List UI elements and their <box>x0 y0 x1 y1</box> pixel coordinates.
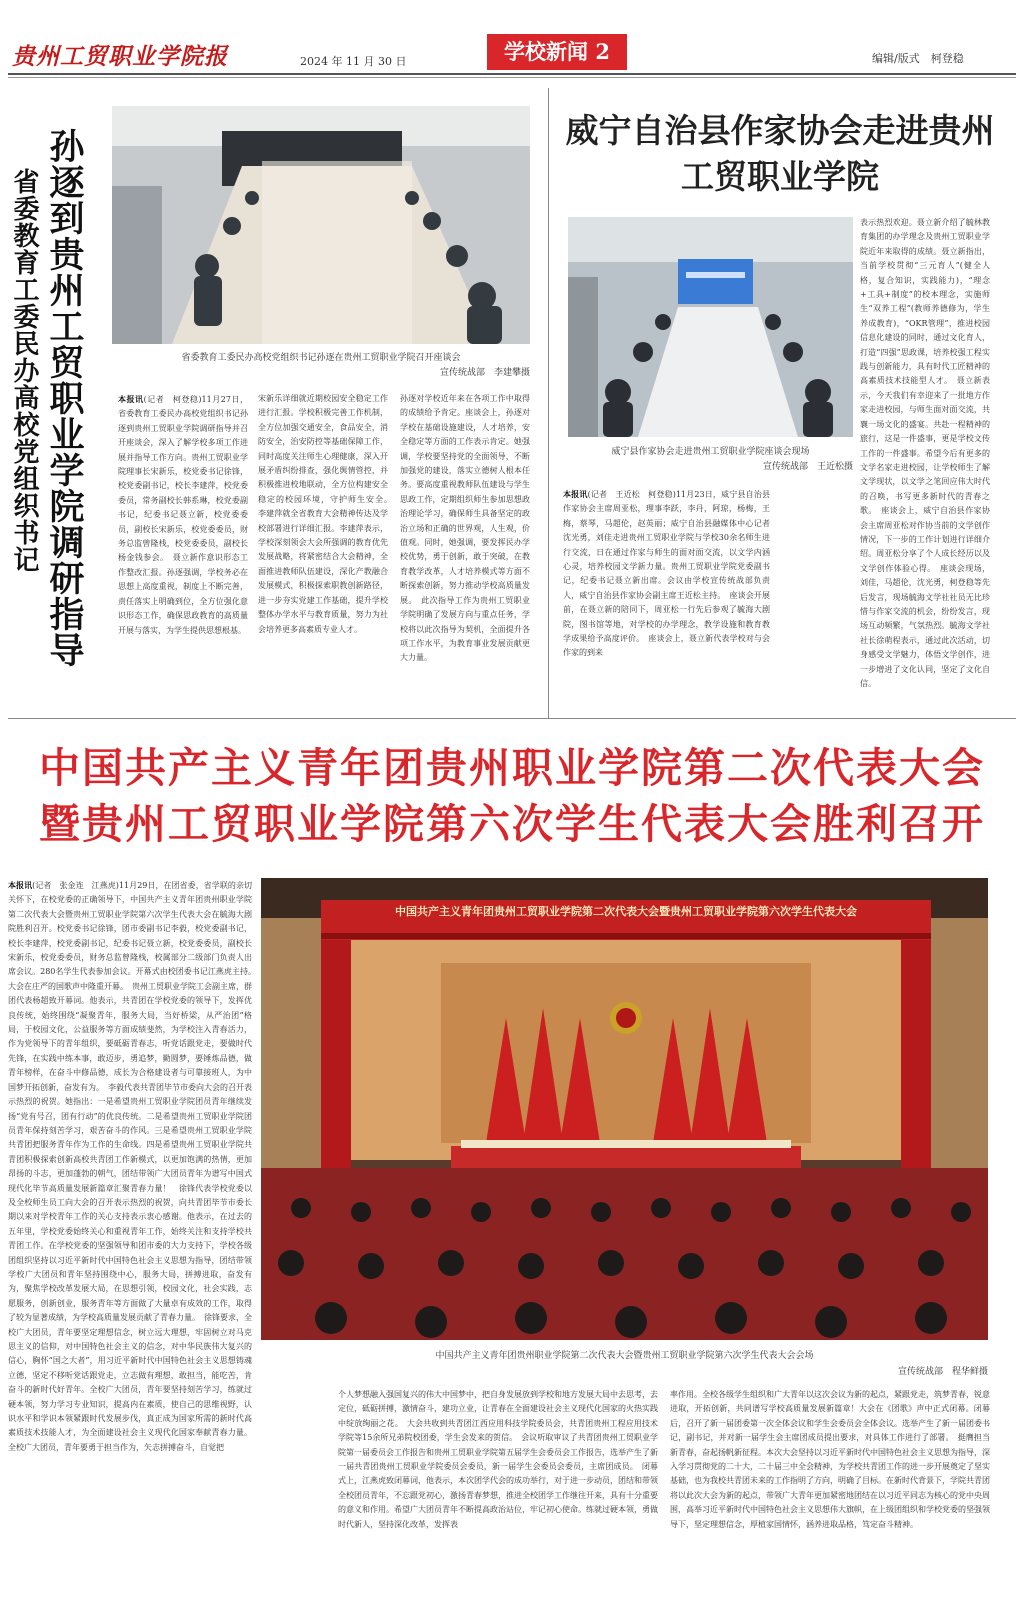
story2-column-2a: 表示热烈欢迎。聂立新介绍了毓林教育集团的办学理念及贵州工贸职业学院近年来取得的成绩。聂立新指出，当前学校贯彻“三元育人”(健全人格，复合知识，实践能力)，“理念+工具+制度”的校本理念，实施师生“双养工程”(教师养德修为，学生养成教育)，“OKR管理”，推进校园信息化建设的同时，通过文化育人，打造“四强”思政课，培养校强工程实践与创新能力，具有时代工匠精神的高素质技术技能型人才。 聂立新表示，今天我们有幸迎来了一批地方作家走进校园，与师生面对面交流，共襄一场文化的盛宴。共赴一程精神的旅行，这是一件盛事，更是学校文传工作的一件盛事。希望今后有更多的文学名家走进校园，让学校师生了解文学现状，以文学之笔回应伟大时代的召唤，书写更多新时代的青春之歌。 座谈会上，威宁自治县作家协会主席周亚松对作协当前的文学创作情况，下一步的工作计划进行详细介绍。周亚松分享了个人成长经历以及文学创作体验心得。 座谈会现场，刘佳，马超伦，沈光勇，柯登稳等先后发言，现场毓海文学社社员无比珍惜与作家交流的机会，纷纷发言，现场互动频繁，气氛热烈。毓海文学社社长徐萌程表示，通过此次活动，切身感受文学魅力，体悟文学创作，进一步增进了文化认同，坚定了文化自信。 <box>860 218 990 688</box>
story2-column-2b <box>780 498 990 688</box>
hall-banner-text: 中国共产主义青年团贵州工贸职业学院第二次代表大会暨贵州工贸职业学院第六次学生代表大会 <box>395 905 857 918</box>
story3-col1-text: (记者 张金连 江燕虎)11月29日，在团省委，省学联的亲切关怀下，在校党委的正确领导下，中国共产主义青年团贵州职业学院第二次代表大会暨贵州工贸职业学院第六次学生代表大会在毓海大剧院胜利召开。校党委书记徐锋，团市委副书记李毅，校党委副书记，校长李建萍，校党委副书记，纪委书记聂立新，校党委委员，副校长宋新乐，校党委委员，财务总监曾隆栈，校属部分二级部门负责人出席会议。280名学生代表参加会议。开幕式由校团委书记江燕虎主持。 大会在庄严的国歌声中隆重开幕。 贵州工贸职业学院工会副主席，群团代表杨超致开幕词。他表示，共青团在学校党委的领导下，发挥优良传统，始终围绕“凝聚青年，服务大局，当好桥梁，从严治团”格局，于校园文化，公益服务等方面成绩斐然，为学校注入青春活力，作为党领导下的青年组织，要砥砺青春志，听党话跟党走，要做时代先锋，在实践中练本事，敢迈步，勇追梦，勤圆梦，要锤炼品德，做青年榜样，在奋斗中修品德，成长为合格建设者与可靠接班人，为中国梦开拓创新，奋发有为。 李毅代表共青团毕节市委向大会的召开表示热烈的祝贺。她指出：一是希望贵州工贸职业学院团员青年继续发扬“党有号召，团有行动”的优良传统。二是希望贵州工贸职业学院团员青年保持刻苦学习，艰苦奋斗的作风。三是希望贵州工贸职业学院共青团把服务青年作为工作的生命线。四是希望贵州工贸职业学院共青团积极探索创新高校共青团工作新模式，以更加饱满的热情，更加昂扬的斗志，更加蓬勃的朝气，团结带领广大团员青年为谱写中国式现代化毕节高质量发展新篇章汇聚青春力量！ 徐锋代表学校党委以及全校师生员工向大会的召开表示热烈的祝贺，向共青团毕节市委长期以来对学校青年工作的关心支持表示衷心感谢。他表示，在过去的五年里，学校党委始终关心和重视青年工作，始终关注和支持学校共青团工作。在学校党委的坚强领导和团市委的大力支持下，学校各级团组织坚持以习近平新时代中国特色社会主义思想为指导，团结带领学校广大团员和青年坚持围绕中心，服务大局，拼搏进取，奋发有为，聚焦学校改革发展大局，在思想引领，校园文化，社会实践，志愿服务，创新创业，服务青年等方面做了大量卓有成效的工作，取得了较为显著成绩，为学校高质量发展贡献了青春力量。 徐锋要求，全校广大团员，青年要坚定理想信念，树立远大理想，牢固树立对马克思主义的信仰，对中国特色社会主义的信念，对中华民族伟大复兴的信心，胸怀“国之大者”，用习近平新时代中国特色社会主义思想铸魂立德，坚定不移听党话跟党走，立志做有理想，敢担当，能吃苦，肯奋斗的新时代好青年。全校广大团员，青年要坚持刻苦学习，练就过硬本领，努力学习专业知识，提高内在素质，使自己的思维视野，认识水平和学识本领紧跟时代发展步伐，真正成为国家所需的新时代高素质技术技能人才，为全面建设社会主义现代化国家奉献青春力量。全校广大团员，青年要勇于担当作为，矢志拼搏奋斗，自觉把 <box>8 881 260 1452</box>
story3-byline: 本报讯 <box>8 880 33 890</box>
story3-column-2: 个人梦想融入强国复兴的伟大中国梦中，把自身发展放到学校和地方发展大局中去思考，去定位，砥砺拼搏，激情奋斗，建功立业，让青春在全面建设社会主义现代化国家的火热实践中绽放绚丽之花。 大会共收到共青团江西应用科技学院委员会，共青团贵州工程应用技术学院等15余所兄弟院校团委，学生会发来的贺信。 会议听取审议了共青团贵州工贸职业学院第一届委员会工作报告和贵州工贸职业学院第五届学生会委员会工作报告，选举产生了新一届共青团贵州工贸职业学院委员会委员，新一届学生会委员会委员，主席团成员。 闭幕式上，江燕虎致闭幕词，他表示，本次团学代会的成功举行，对于进一步动员，团结和带领全校团员青年，不忘跟党初心，激扬青春梦想，推进全校团学工作继往开来，具有十分重要的意义和作用。希望广大团员青年不断提高政治站位，牢记初心使命。练就过硬本领，勇做时代新人，坚持深化改革，发挥表 <box>338 1390 658 1529</box>
story3-photo <box>261 878 988 1340</box>
story3-credit: 宣传统战部 程华鲜摄 <box>897 1367 988 1377</box>
story1-byline: 本报讯 <box>118 394 144 404</box>
story2-photo <box>568 217 853 437</box>
section-badge: 学校新闻 2 <box>487 34 627 70</box>
masthead-rule-thin <box>8 77 1016 78</box>
story3-column-3: 率作用。全校各级学生组织和广大青年以这次会议为新的起点，紧跟党走，筑梦青春，锐意进取，开拓创新，共同谱写学校高质量发展新篇章！大会在《团歌》声中正式闭幕。闭幕后，召开了新一届团委第一次全体会议和学生会委员会全体会议。选举产生了新一届团委书记，副书记，并对新一届学生会主席团成员提出要求，对具体工作进行了部署。 挺膺担当新青春，奋起扬帆新征程。本次大会坚持以习近平新时代中国特色社会主义思想为指导，深入学习贯彻党的二十大，二十届三中全会精神，为学校共青团工作的进一步开展奠定了坚实基础，也为我校共青团未来的工作指明了方向，明确了目标。在新时代背景下，学院共青团将以此次大会为新的起点，带领广大青年更加紧密地团结在以习近平同志为核心的党中央周围，高举习近平新时代中国特色社会主义思想伟大旗帜，在上级团组织和学校党委的坚强领导下，坚定理想信念，厚植家国情怀，涵养进取品格，笃定奋斗精神。 <box>670 1390 990 1529</box>
story1-col1-text: (记者 柯登稳)11月27日，省委教育工委民办高校党组织书记孙逐到贵州工贸职业学院调研指导并召开座谈会，深入了解学校多项工作进展并指导工作方向。贵州工贸职业学院理事长宋新乐，校党委书记徐锋，校党委副书记，校长李建萍，校党委委员，常务副校长韩系琳，校党委副书记，纪委书记聂立新，校党委委员，副校长宋新乐，校党委委员，财务总监曾隆栈，校党委委员，副校长杨金钱参会。 聂立新作意识形态工作整改汇报。孙逐强调，学校务必在思想上高度重视，制度上不断完善，责任落实上明确到位，全方位强化意识形态工作，确保思政教育的高质量开展与落实，为学生提供思想根基。 <box>118 395 249 635</box>
story1-photo <box>112 106 530 344</box>
newspaper-name: 贵州工贸职业学院报 <box>12 43 228 70</box>
story1-credit: 宣传统战部 李建攀摄 <box>439 368 530 378</box>
story1-title: 孙逐到贵州工贸职业学院调研指导 <box>44 128 84 668</box>
story1-caption: 省委教育工委民办高校党组织书记孙逐在贵州工贸职业学院召开座谈会 <box>181 353 461 363</box>
story3-title-line2: 暨贵州工贸职业学院第六次学生代表大会胜利召开 <box>39 800 985 848</box>
story2-byline: 本报讯 <box>563 489 588 499</box>
story2-caption: 威宁县作家协会走进贵州工贸职业学院座谈会现场 <box>611 447 810 457</box>
writers-meeting-photo <box>568 217 853 437</box>
masthead-rule <box>8 73 1016 75</box>
issue-date: 2024 年 11 月 30 日 <box>300 55 407 68</box>
story3-caption: 中国共产主义青年团贵州职业学院第二次代表大会暨贵州工贸职业学院第六次学生代表大会会场 <box>435 1351 814 1361</box>
congress-hall-photo <box>261 878 988 1340</box>
column-divider <box>548 88 549 718</box>
editor-credit: 编辑/版式 柯登稳 <box>872 52 964 65</box>
story2-column-1 <box>563 487 770 683</box>
section-divider <box>8 718 1016 719</box>
meeting-room-photo <box>112 106 530 344</box>
story1-column-3: 孙逐对学校近年来在各项工作中取得的成绩给予肯定。座谈会上，孙逐对学校在基础设施建设，人才培养，安全稳定等方面的工作表示肯定。她强调，学校要坚持党的全面领导，不断加强党的建设，落实立德树人根本任务。要高度重视教师队伍建设与学生思政工作，定期组织师生参加思想政治理论学习，确保师生具备坚定的政治立场和正确的世界观，人生观，价值观。同时，她强调，要发挥民办学校优势，勇于创新，敢于突破，在教育教学改革，人才培养模式等方面不断探索创新，努力推动学校高质量发展。 此次指导工作为贵州工贸职业学院明确了发展方向与重点任务，学校将以此次指导为契机，全面提升各项工作水平，为教育事业发展贡献更大力量。 <box>400 394 530 663</box>
story2-credit: 宣传统战部 王近松摄 <box>762 462 853 472</box>
story3-column-1 <box>8 878 260 1452</box>
story3-title-line1: 中国共产主义青年团贵州职业学院第二次代表大会 <box>39 744 985 792</box>
story1-subtitle: 省委教育工委民办高校党组织书记 <box>9 168 39 573</box>
story1-column-2: 宋新乐详细就近期校园安全稳定工作进行汇报。学校积极完善工作机制，全方位加强交通安全，食品安全，消防安全，治安防控等基础保障工作，同时高度关注师生心理健康，深入开展矛盾纠纷排查，强化舆情管控，并积极推进校地联动，全方位构建安全稳定的校园环境，守护师生安全。 李建萍就全省教育大会精神传达及学校部署进行详细汇报。李建萍表示，学校深刻领会大会所强调的教育优先发展战略，将紧密结合大会精神，全面推进教师队伍建设，深化产教融合发展模式，积极探索职教创新路径，进一步夯实党建工作基础，提升学校整体办学水平与教育质量，努力为社会培养更多高素质专业人才。 <box>258 394 396 634</box>
story1-column-1 <box>118 392 248 692</box>
story2-col1-text: (记者 王近松 柯登稳)11月23日，威宁县自治县作家协会主席周亚松，理事李跃，李丹，阿琼，杨梅，王梅，蔡琴，马超伦，赵英丽；威宁自治县融媒体中心记者沈光勇，刘佳走进贵州工贸职业学院与学校30余名师生进行交流，日在通过作家与师生的面对面交流，以文学内涵心灵，培养校园文学新力量。贵州工贸职业学院党委副书记，纪委书记聂立新出席。会议由学校宣传统战部负责人，威宁自治县作家协会副主席王近松主持。 座谈会开展前，在聂立新的陪同下，周亚松一行先后参观了毓海大剧院，图书馆等地，对学校的办学理念，教学设施和教育教学成果给予高度评价。 座谈会上，聂立新代表学校对与会作家的到来 <box>563 490 771 658</box>
story2-title: 威宁自治县作家协会走进贵州工贸职业学院 <box>565 111 995 196</box>
